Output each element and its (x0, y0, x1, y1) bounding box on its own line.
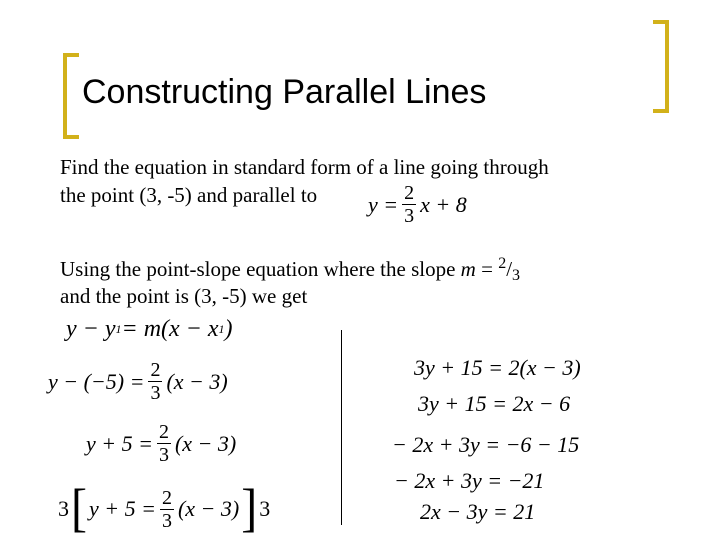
step3-num: 2 (158, 421, 169, 443)
using-line-2: and the point is (3, -5) we get (60, 284, 308, 308)
point-slope-formula (66, 316, 233, 343)
step3-rhs: (x − 3) (174, 430, 237, 456)
right-step-5: 2x − 3y = 21 (420, 499, 536, 524)
slope-value (498, 255, 521, 284)
ps-sub-1: 1 (115, 322, 122, 336)
step2-num: 2 (150, 359, 161, 381)
ps-part-b: = m(x − x (121, 316, 219, 342)
step4-num: 2 (161, 486, 172, 509)
right-step-2: 3y + 15 = 2x − 6 (418, 391, 571, 416)
step4-right-bracket: ] (241, 479, 258, 538)
step-multiply (58, 478, 270, 540)
step-simplify (86, 422, 236, 465)
step3-den: 3 (158, 444, 169, 466)
slope-num: 2 (498, 255, 507, 272)
left-accent-bracket (63, 53, 79, 139)
step4-den: 3 (161, 509, 172, 532)
slope-m: m (460, 257, 476, 281)
step-substitute (48, 360, 228, 403)
using-prefix: Using the point-slope equation where the slope (60, 257, 461, 281)
step3-fraction (157, 422, 171, 465)
right-step-4: − 2x + 3y = −21 (394, 468, 545, 493)
step2-fraction (148, 360, 162, 403)
ps-part-c: ) (224, 316, 233, 342)
ps-part-a: y − y (66, 316, 116, 342)
slope-eq: = (475, 257, 499, 281)
ps-sub-2: 1 (218, 322, 225, 336)
step4-pre-factor: 3 (58, 496, 69, 521)
column-divider (341, 330, 342, 525)
slope-den: 3 (512, 267, 521, 284)
step2-rhs: (x − 3) (166, 368, 228, 394)
intro-line-2: the point (3, -5) and parallel to (60, 183, 318, 207)
step3-lhs: y + 5 = (86, 430, 153, 456)
step2-den: 3 (150, 382, 161, 404)
right-step-1: 3y + 15 = 2(x − 3) (414, 355, 581, 380)
step4-lhs: y + 5 = (88, 496, 156, 521)
intro-line-1: Find the equation in standard form of a line going through (60, 155, 549, 179)
slope-slash: / (506, 257, 513, 281)
given-eq-num: 2 (404, 182, 415, 204)
given-eq-fraction (402, 183, 416, 226)
right-step-3: − 2x + 3y = −6 − 15 (392, 432, 580, 457)
step4-rhs: (x − 3) (177, 496, 240, 521)
given-eq-lhs: y = (368, 191, 399, 217)
right-accent-bracket (653, 20, 669, 113)
given-eq-rhs: x + 8 (420, 191, 467, 217)
step2-lhs: y − (−5) = (48, 368, 145, 394)
given-equation (368, 183, 467, 226)
step4-post-factor: 3 (259, 496, 271, 521)
slide-title: Constructing Parallel Lines (82, 73, 487, 111)
step4-left-bracket: [ (71, 479, 87, 538)
given-eq-den: 3 (404, 205, 415, 227)
step4-fraction (160, 488, 174, 531)
